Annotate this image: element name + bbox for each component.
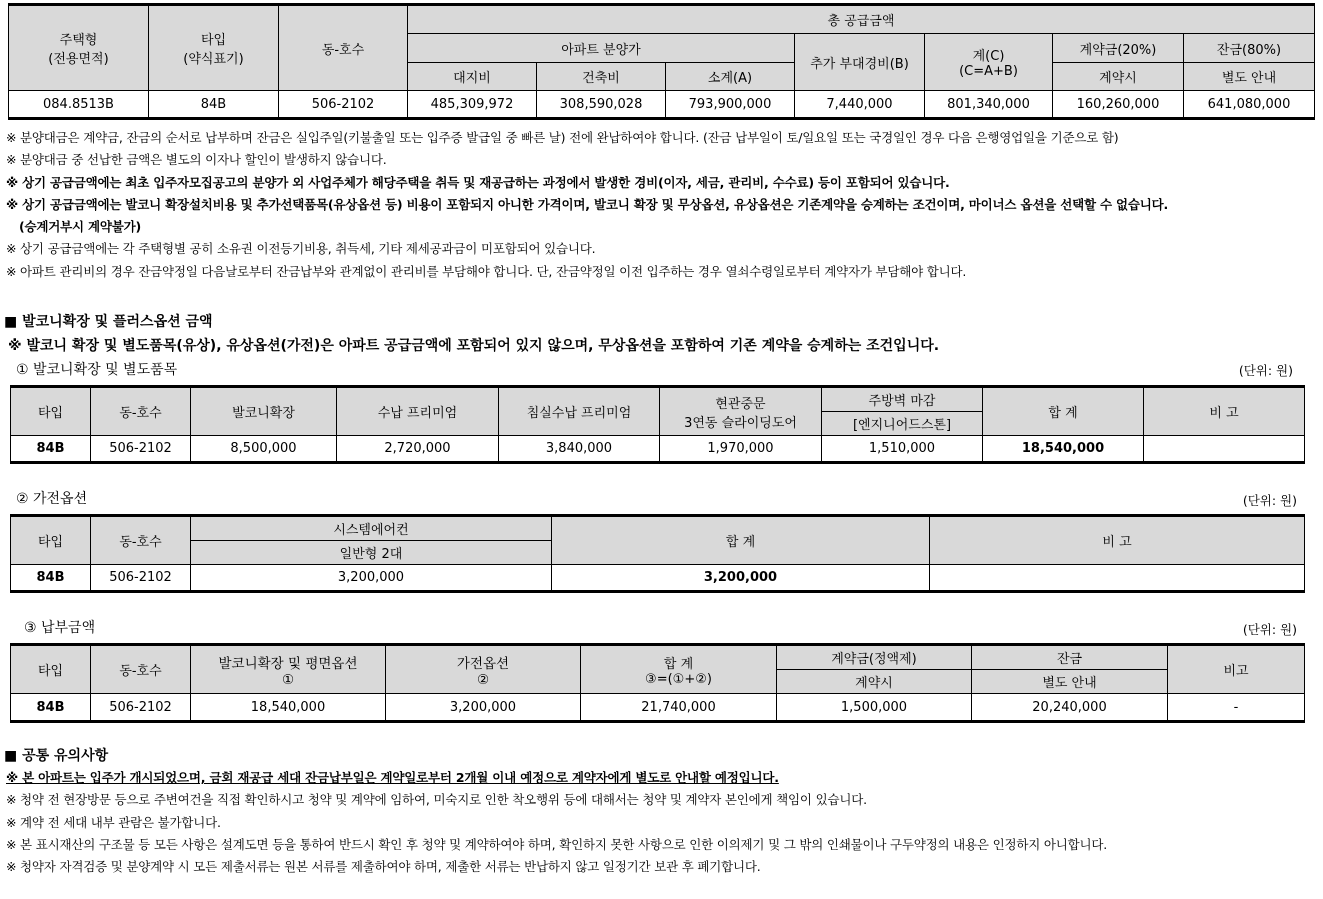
cell-door: 1,970,000: [660, 436, 822, 463]
header-balcony: 발코니확장: [191, 387, 337, 436]
cell-sum: 801,340,000: [925, 91, 1053, 119]
cell-type: 84B: [11, 436, 91, 463]
header-appliance-option: 가전옵션 ②: [386, 645, 581, 694]
header-dong-ho: 동-호수: [91, 516, 191, 565]
header-total: 합 계: [552, 516, 930, 565]
header-ac-type: 일반형 2대: [191, 541, 552, 565]
cell-total: 21,740,000: [581, 694, 777, 722]
header-deposit-timing: 계약시: [777, 670, 972, 694]
table-title: ① 발코니확장 및 별도품목: [16, 362, 178, 378]
payment-amount-table: [10, 643, 1305, 723]
note-item: ※ 분양대금 중 선납한 금액은 별도의 이자나 할인이 발생하지 않습니다.: [6, 152, 387, 167]
note-item: ※ 청약자 자격검증 및 분양계약 시 모든 제출서류는 원본 서류를 제출하여야 하며, 제출한 서류는 반납하지 않고 일정기간 보관 후 폐기합니다.: [6, 859, 761, 874]
header-type: 타입: [11, 645, 91, 694]
header-balcony-option: 발코니확장 및 평면옵션 ①: [191, 645, 386, 694]
unit-label: (단위: 원): [1238, 363, 1293, 378]
cell-land: 485,309,972: [408, 91, 537, 119]
cell-ac: 3,200,000: [191, 565, 552, 592]
cell-dong-ho: 506-2102: [91, 694, 191, 722]
note-item: ※ 계약 전 세대 내부 관람은 불가합니다.: [6, 815, 221, 830]
note-item: ※ 청약 전 현장방문 등으로 주변여건을 직접 확인하시고 청약 및 계약에 임하여, 미숙지로 인한 착오행위 등에 대해서는 청약 및 계약자 본인에게 책임이 있습니다.: [6, 792, 867, 807]
header-type: 타입: [11, 516, 91, 565]
table-row: [11, 436, 1305, 463]
cell-note: [930, 565, 1305, 592]
table-row: [9, 91, 1315, 119]
table-title: ③ 납부금액: [24, 620, 96, 636]
header-dong-ho: 동-호수: [279, 5, 408, 91]
note-item: ※ 상기 공급금액에는 발코니 확장설치비용 및 추가선택품목(유상옵션 등) 비용이 포함되지 아니한 가격이며, 발코니 확장 및 무상옵션, 유상옵션은 기존계약을 승계하는 조건이며, 마이너스 옵션을 선택할 수 없습니다.: [6, 197, 1169, 212]
header-unit-type: 주택형 (전용면적): [9, 5, 149, 91]
section-title: ■ 발코니확장 및 플러스옵션 금액: [4, 314, 213, 330]
cell-note: [1144, 436, 1305, 463]
header-deposit: 계약금(정액제): [777, 645, 972, 670]
cell-appliance: 3,200,000: [386, 694, 581, 722]
header-kitchen-material: [엔지니어드스톤]: [822, 412, 983, 436]
cell-storage: 2,720,000: [337, 436, 499, 463]
header-total-supply: 총 공급금액: [408, 5, 1315, 34]
header-door: 현관중문 3연동 슬라이딩도어: [660, 387, 822, 436]
cell-balance: 641,080,000: [1184, 91, 1315, 119]
cell-unit-type: 084.8513B: [9, 91, 149, 119]
header-sum: 계(C) (C=A+B): [925, 34, 1053, 91]
cell-subtotal: 793,900,000: [666, 91, 795, 119]
cell-dong-ho: 506-2102: [91, 436, 191, 463]
header-apt-price: 아파트 분양가: [408, 34, 795, 63]
header-note: 비고: [1168, 645, 1305, 694]
header-balance-timing: 별도 안내: [972, 670, 1168, 694]
supply-price-table: [8, 3, 1315, 120]
header-balance-timing: 별도 안내: [1184, 63, 1315, 91]
table-title: ② 가전옵션: [16, 491, 88, 507]
cell-type: 84B: [11, 565, 91, 592]
note-item: ※ 아파트 관리비의 경우 잔금약정일 다음날로부터 잔금납부와 관계없이 관리비를 부담해야 합니다. 단, 잔금약정일 이전 입주하는 경우 열쇠수령일로부터 계약자가 부담해야 합니다.: [6, 264, 967, 279]
header-total: 합 계 ③=(①+②): [581, 645, 777, 694]
section-notice: ※ 발코니 확장 및 별도품목(유상), 유상옵션(가전)은 아파트 공급금액에 포함되어 있지 않으며, 무상옵션을 포함하여 기존 계약을 승계하는 조건입니다.: [8, 338, 940, 354]
cell-extra: 7,440,000: [795, 91, 925, 119]
note-item: ※ 상기 공급금액에는 각 주택형별 공히 소유권 이전등기비용, 취득세, 기타 제세공과금이 미포함되어 있습니다.: [6, 241, 596, 256]
header-bedroom-storage: 침실수납 프리미엄: [499, 387, 660, 436]
cell-dong-ho: 506-2102: [91, 565, 191, 592]
header-storage: 수납 프리미엄: [337, 387, 499, 436]
cell-total: 18,540,000: [983, 436, 1144, 463]
cell-bedroom: 3,840,000: [499, 436, 660, 463]
cell-dong-ho: 506-2102: [279, 91, 408, 119]
note-item: ※ 본 아파트는 입주가 개시되었으며, 금회 재공급 세대 잔금납부일은 계약일로부터 2개월 이내 예정으로 계약자에게 별도로 안내할 예정입니다.: [6, 770, 779, 785]
cell-type: 84B: [149, 91, 279, 119]
header-kitchen-wall: 주방벽 마감: [822, 387, 983, 412]
header-building: 건축비: [537, 63, 666, 91]
header-extra-cost: 추가 부대경비(B): [795, 34, 925, 91]
section-title: ■ 공통 유의사항: [4, 748, 109, 764]
header-deposit-timing: 계약시: [1053, 63, 1184, 91]
header-note: 비 고: [1144, 387, 1305, 436]
header-balance: 잔금: [972, 645, 1168, 670]
balcony-option-table: [10, 385, 1305, 464]
header-note: 비 고: [930, 516, 1305, 565]
cell-building: 308,590,028: [537, 91, 666, 119]
cell-deposit: 1,500,000: [777, 694, 972, 722]
header-subtotal: 소계(A): [666, 63, 795, 91]
header-balance: 잔금(80%): [1184, 34, 1315, 63]
note-item: ※ 상기 공급금액에는 최초 입주자모집공고의 분양가 외 사업주체가 해당주택을 취득 및 재공급하는 과정에서 발생한 경비(이자, 세금, 관리비, 수수료) 등이 포함되어 있습니다.: [6, 175, 950, 190]
header-system-ac: 시스템에어컨: [191, 516, 552, 541]
header-total: 합 계: [983, 387, 1144, 436]
cell-deposit: 160,260,000: [1053, 91, 1184, 119]
note-item: ※ 본 표시재산의 구조물 등 모든 사항은 설계도면 등을 통하여 반드시 확인 후 청약 및 계약하여야 하며, 확인하지 못한 사항으로 인한 이의제기 및 그 밖의 인쇄물이나 구두약정의 내용은 인정하지 아니합니다.: [6, 837, 1108, 852]
cell-type: 84B: [11, 694, 91, 722]
unit-label: (단위: 원): [1242, 493, 1297, 508]
note-item: (승계거부시 계약불가): [19, 219, 142, 234]
table-row: [11, 565, 1305, 592]
header-type: 타입: [11, 387, 91, 436]
header-type: 타입 (약식표기): [149, 5, 279, 91]
cell-kitchen: 1,510,000: [822, 436, 983, 463]
table-row: [11, 694, 1305, 722]
cell-balcony: 18,540,000: [191, 694, 386, 722]
unit-label: (단위: 원): [1242, 622, 1297, 637]
note-item: ※ 분양대금은 계약금, 잔금의 순서로 납부하며 잔금은 실입주일(키불출일 또는 입주증 발급일 중 빠른 날) 전에 완납하여야 합니다. (잔금 납부일이 토/일요일 또는 국경일인 경우 다음 은행영업일을 기준으로 함): [6, 130, 1119, 145]
appliance-option-table: [10, 514, 1305, 593]
header-dong-ho: 동-호수: [91, 645, 191, 694]
cell-total: 3,200,000: [552, 565, 930, 592]
header-land: 대지비: [408, 63, 537, 91]
cell-balcony: 8,500,000: [191, 436, 337, 463]
header-deposit: 계약금(20%): [1053, 34, 1184, 63]
header-dong-ho: 동-호수: [91, 387, 191, 436]
cell-balance: 20,240,000: [972, 694, 1168, 722]
cell-note: -: [1168, 694, 1305, 722]
